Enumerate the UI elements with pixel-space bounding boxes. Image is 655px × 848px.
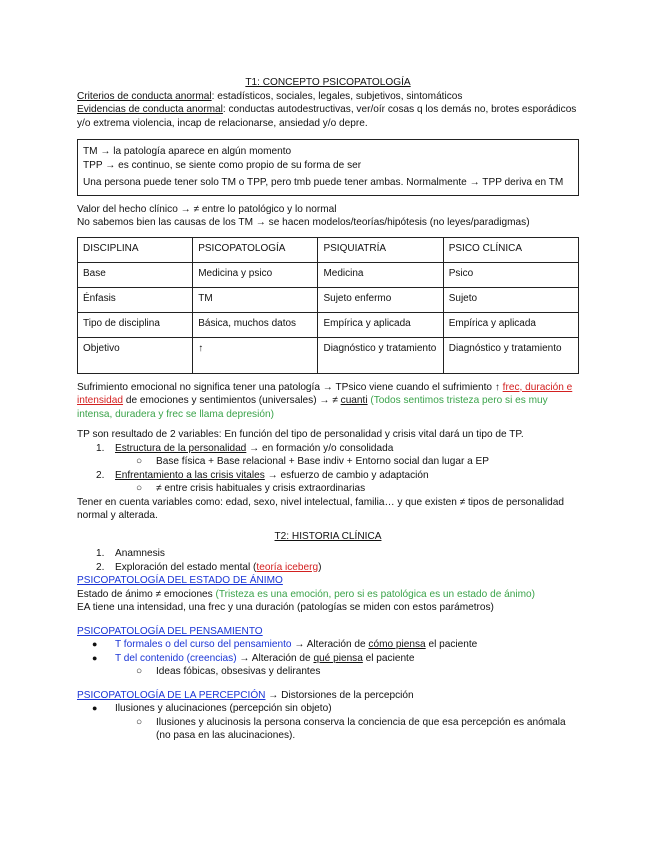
- evidencias-label: Evidencias de conducta anormal: [77, 104, 223, 115]
- table-header-row: [78, 237, 579, 262]
- sufrimiento-cuanti: cuanti: [340, 395, 368, 406]
- t2-title: T2: HISTORIA CLÍNICA: [274, 530, 382, 542]
- sub-list-item: [77, 482, 579, 496]
- t2-item2-a: Exploración del estado mental (: [115, 561, 257, 573]
- criterios-text: : estadísticos, sociales, legales, subjetivos, sintomáticos: [211, 90, 463, 102]
- table-header-cell: PSIQUIATRÍA: [318, 237, 443, 262]
- tp-intro: TP son resultado de 2 variables: En función del tipo de personalidad y crisis vital dará un tipo de TP.: [77, 429, 524, 440]
- t2-title-line: [77, 530, 579, 544]
- box-line-2: TPP → es continuo, se siente como propio de su forma de ser: [83, 159, 362, 171]
- animo-heading: PSICOPATOLOGÍA DEL ESTADO DE ÁNIMO: [77, 575, 283, 586]
- tener-paragraph: Tener en cuenta variables como: edad, sexo, nivel intelectual, familia… y que existen ≠ tipos de personalidad normal y alterada.: [77, 496, 564, 521]
- list-number: 2.: [96, 561, 105, 573]
- criterios-label: Criterios de conducta anormal: [77, 90, 212, 102]
- table-cell: TM: [193, 287, 318, 312]
- bullet-icon: ●: [92, 639, 98, 649]
- evidencias-text: : conductas autodestructivas, ver/oír cosas q los demás no, brotes esporádicos y/o extrema violencia, incap de relacionarse, ansiedad y/o depre.: [77, 104, 577, 129]
- document-page: [77, 76, 579, 743]
- table-cell: Psico: [443, 262, 578, 287]
- list-item: [77, 561, 579, 575]
- sufrimiento-paragraph: [77, 381, 579, 422]
- bullet-icon: ●: [92, 703, 98, 713]
- item2-text: → esfuerzo de cambio y adaptación: [264, 469, 429, 481]
- bullet-icon: ●: [92, 652, 98, 663]
- item2-label: Enfrentamiento a las crisis vitales: [115, 469, 265, 481]
- list-item: [77, 547, 579, 561]
- table-cell: Básica, muchos datos: [193, 312, 318, 337]
- list-number: 1.: [96, 442, 105, 454]
- list-item: [77, 442, 579, 456]
- sub-list-item: [77, 455, 579, 469]
- perc-heading-line: [77, 689, 579, 703]
- box-line-3: Una persona puede tener solo TM o TPP, pero tmb puede tener ambas. Normalmente → TPP deriva en TM: [83, 177, 564, 188]
- circle-bullet-icon: ○: [136, 456, 143, 467]
- sufrimiento-note: (Todos sentimos tristeza pero si es muy intensa, duradera y frec se llama depresión): [77, 395, 548, 420]
- box-line-1: TM → la patología aparece en algún momento: [83, 146, 292, 157]
- animo-text: Estado de ánimo ≠ emociones: [77, 588, 213, 600]
- pens1-label: T formales o del curso del pensamiento: [115, 639, 292, 650]
- perc1-sub: Ilusiones y alucinosis la persona conserva la conciencia de que esa percepción es anómala (no pasa en las alucinaciones).: [156, 716, 566, 741]
- table-cell: Diagnóstico y tratamiento: [318, 337, 443, 373]
- table-cell: Tipo de disciplina: [78, 312, 193, 337]
- table-cell: Énfasis: [78, 287, 193, 312]
- animo-line: [77, 588, 579, 602]
- list-item: [77, 469, 579, 483]
- table-cell: Base: [78, 262, 193, 287]
- tm-tpp-box: [77, 139, 579, 196]
- animo-heading-line: [77, 574, 579, 588]
- table-cell: Diagnóstico y tratamiento: [443, 337, 578, 373]
- t1-title: T1: CONCEPTO PSICOPATOLOGÍA: [245, 77, 411, 88]
- table-header-cell: PSICO CLÍNICA: [443, 237, 578, 262]
- perc1: Ilusiones y alucinaciones (percepción sin objeto): [115, 703, 332, 714]
- pens2-underline: qué piensa: [313, 652, 363, 664]
- sufrimiento-highlight: frec, duración e intensidad: [77, 381, 573, 406]
- pens-heading-line: [77, 625, 579, 639]
- criterios-line: [77, 90, 579, 104]
- bullet-item: [77, 652, 579, 666]
- t2-item2-b: ): [318, 561, 322, 573]
- item2-sub: ≠ entre crisis habituales y crisis extraordinarias: [156, 483, 366, 494]
- sub-list-item: [77, 716, 579, 743]
- table-cell: Sujeto enfermo: [318, 287, 443, 312]
- perc-heading: PSICOPATOLOGÍA DE LA PERCEPCIÓN: [77, 689, 266, 701]
- item1-sub: Base física + Base relacional + Base indiv + Entorno social dan lugar a EP: [156, 456, 490, 467]
- table-cell: Empírica y aplicada: [443, 312, 578, 337]
- item1-text: → en formación y/o consolidada: [246, 442, 394, 454]
- t2-item1: Anamnesis: [115, 548, 165, 559]
- table-cell: Objetivo: [78, 337, 193, 373]
- table-cell: Medicina y psico: [193, 262, 318, 287]
- table-cell: Empírica y aplicada: [318, 312, 443, 337]
- item1-label: Estructura de la personalidad: [115, 442, 247, 454]
- table-header-cell: DISCIPLINA: [78, 237, 193, 262]
- animo-note: (Tristeza es una emoción, pero si es patológica es un estado de ánimo): [212, 588, 535, 600]
- teoria-iceberg-link: teoría iceberg: [256, 561, 319, 573]
- pens1-text-b: el paciente: [425, 639, 478, 650]
- pens2-text-a: → Alteración de: [236, 652, 314, 664]
- circle-bullet-icon: ○: [136, 483, 143, 494]
- circle-bullet-icon: ○: [136, 716, 143, 728]
- sub-list-item: [77, 665, 579, 679]
- pens-heading: PSICOPATOLOGÍA DEL PENSAMIENTO: [77, 625, 263, 637]
- table-row: [78, 312, 579, 337]
- table-row: [78, 287, 579, 312]
- pens1-underline: cómo piensa: [368, 639, 426, 650]
- table-header-cell: PSICOPATOLOGÍA: [193, 237, 318, 262]
- table-row: [78, 337, 579, 373]
- pens2-text-b: el paciente: [362, 652, 415, 664]
- list-number: 1.: [96, 548, 105, 559]
- circle-bullet-icon: ○: [136, 666, 143, 677]
- pens2-label: T del contenido (creencias): [115, 652, 237, 664]
- bullet-item: [77, 638, 579, 652]
- sufrimiento-text-a: Sufrimiento emocional no significa tener una patología → TPsico viene cuando el sufrimiento ↑: [77, 381, 503, 393]
- evidencias-line: [77, 103, 579, 130]
- ea-line: EA tiene una intensidad, una frec y una duración (patologías se miden con estos parámetros): [77, 602, 494, 613]
- disciplinas-table: [77, 237, 579, 374]
- perc-text: → Distorsiones de la percepción: [265, 689, 414, 701]
- t1-title-line: [77, 76, 579, 90]
- bullet-item: [77, 702, 579, 716]
- table-cell: ↑: [193, 337, 318, 373]
- list-number: 2.: [96, 469, 105, 481]
- table-cell: Medicina: [318, 262, 443, 287]
- valor-line: Valor del hecho clínico → ≠ entre lo patológico y lo normal: [77, 203, 337, 215]
- nosabemos-line: No sabemos bien las causas de los TM → se hacen modelos/teorías/hipótesis (no leyes/paradigmas): [77, 217, 530, 228]
- table-cell: Sujeto: [443, 287, 578, 312]
- table-row: [78, 262, 579, 287]
- pens2-sub: Ideas fóbicas, obsesivas y delirantes: [156, 666, 321, 677]
- sufrimiento-text-b: de emociones y sentimientos (universales) → ≠: [123, 395, 341, 406]
- pens1-text-a: → Alteración de: [291, 639, 369, 650]
